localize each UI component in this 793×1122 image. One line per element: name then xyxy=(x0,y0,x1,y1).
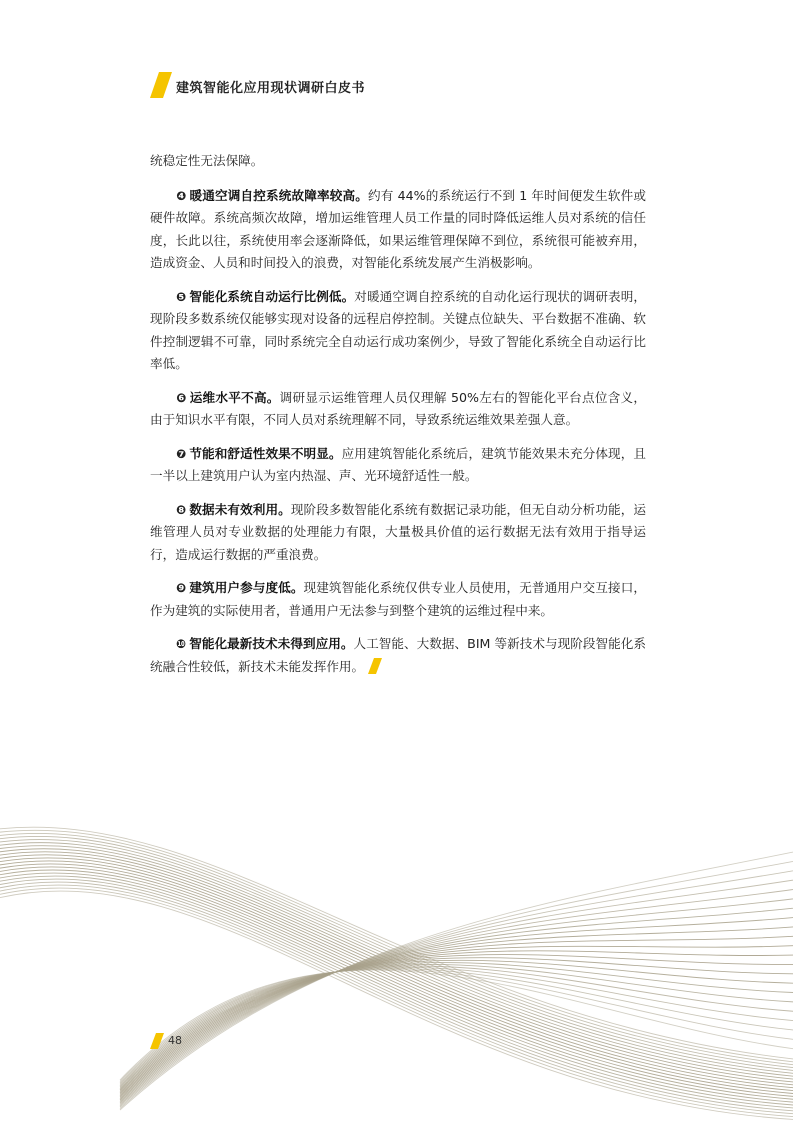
wave-line xyxy=(120,968,793,1082)
wave-line xyxy=(0,888,793,1117)
wave-line xyxy=(120,850,793,1110)
document-title: 建筑智能化应用现状调研白皮书 xyxy=(176,81,366,96)
finding-paragraph-5 xyxy=(150,286,646,376)
item-number: ❹ xyxy=(176,188,187,203)
finding-paragraph-8 xyxy=(150,499,646,567)
finding-paragraph-6 xyxy=(150,387,646,432)
wave-line xyxy=(0,867,793,1097)
wave-line xyxy=(0,876,793,1106)
item-lead: 智能化最新技术未得到应用。 xyxy=(189,636,354,651)
wave-line xyxy=(120,969,793,1081)
page-header xyxy=(150,72,650,98)
finding-paragraph-4 xyxy=(150,185,646,275)
item-text: 现建筑智能化系统仅供专业人员使用，无普通用户交互接口，作为建筑的实际使用者，普通用户无法参与到整个建筑的运维过程中来。 xyxy=(150,580,647,618)
body-text xyxy=(150,150,646,689)
item-text: 人工智能、大数据、BIM 等新技术与现阶段智能化系统融合性较低，新技术未能发挥作用。 xyxy=(150,636,646,674)
item-text: 对暖通空调自控系统的自动化运行现状的调研表明，现阶段多数系统仅能够实现对设备的远程启停控制。关键点位缺失、平台数据不准确、软件控制逻辑不可靠，同时系统完全自动运行成功案例少，导致了智能化系统全自动运行比率低。 xyxy=(150,288,647,371)
item-lead: 暖通空调自控系统故障率较高。 xyxy=(189,187,368,203)
wave-line xyxy=(0,873,793,1103)
item-lead: 建筑用户参与度低。 xyxy=(189,580,304,595)
item-text: 约有 44%的系统运行不到 1 年时间便发生软件或硬件故障。系统高频次故障，增加运维管理人员工作量的同时降低运维人员对系统的信任度，长此以往，系统使用率会逐渐降低，如果运维管理保障不到位，系统很可能被弃用，造成资金、人员和时间投入的浪费，对智能化系统发展产生消极影响。 xyxy=(150,187,647,270)
wave-line xyxy=(0,885,793,1114)
wave-line xyxy=(0,879,793,1109)
item-text: 应用建筑智能化系统后，建筑节能效果未充分体现，且一半以上建筑用户认为室内热湿、声、光环境舒适性一般。 xyxy=(150,445,647,483)
item-text: 现阶段多数智能化系统有数据记录功能，但无自动分析功能，运维管理人员对专业数据的处理能力有限，大量极具价值的运行数据无法有效用于指导运行，造成运行数据的严重浪费。 xyxy=(150,501,647,562)
wave-line xyxy=(120,888,793,1104)
item-text: 调研显示运维管理人员仅理解 50%左右的智能化平台点位含义，由于知识水平有限，不同人员对系统理解不同，导致系统运维效果差强人意。 xyxy=(150,389,646,427)
item-lead: 数据未有效利用。 xyxy=(189,501,291,517)
page-number: 48 xyxy=(168,1034,182,1047)
header-accent-icon xyxy=(150,72,172,98)
finding-paragraph-9 xyxy=(150,577,646,622)
item-number: ❾ xyxy=(176,581,187,595)
decorative-waves xyxy=(0,810,793,1122)
item-number: ❽ xyxy=(176,502,187,517)
item-lead: 运维水平不高。 xyxy=(189,389,280,405)
item-number: ❼ xyxy=(176,446,187,461)
continuation-paragraph: 统稳定性无法保障。 xyxy=(150,153,264,168)
item-number: ❻ xyxy=(176,390,187,405)
item-number: ❿ xyxy=(176,637,187,651)
page-footer xyxy=(150,1032,230,1052)
section-end-icon xyxy=(368,658,382,674)
footer-accent-icon xyxy=(150,1033,164,1049)
wave-line xyxy=(0,864,793,1094)
finding-paragraph-7 xyxy=(150,443,646,488)
item-number: ❺ xyxy=(176,289,187,304)
item-lead: 智能化系统自动运行比例低。 xyxy=(189,288,355,304)
finding-paragraph-10 xyxy=(150,633,646,678)
item-lead: 节能和舒适性效果不明显。 xyxy=(189,445,342,461)
